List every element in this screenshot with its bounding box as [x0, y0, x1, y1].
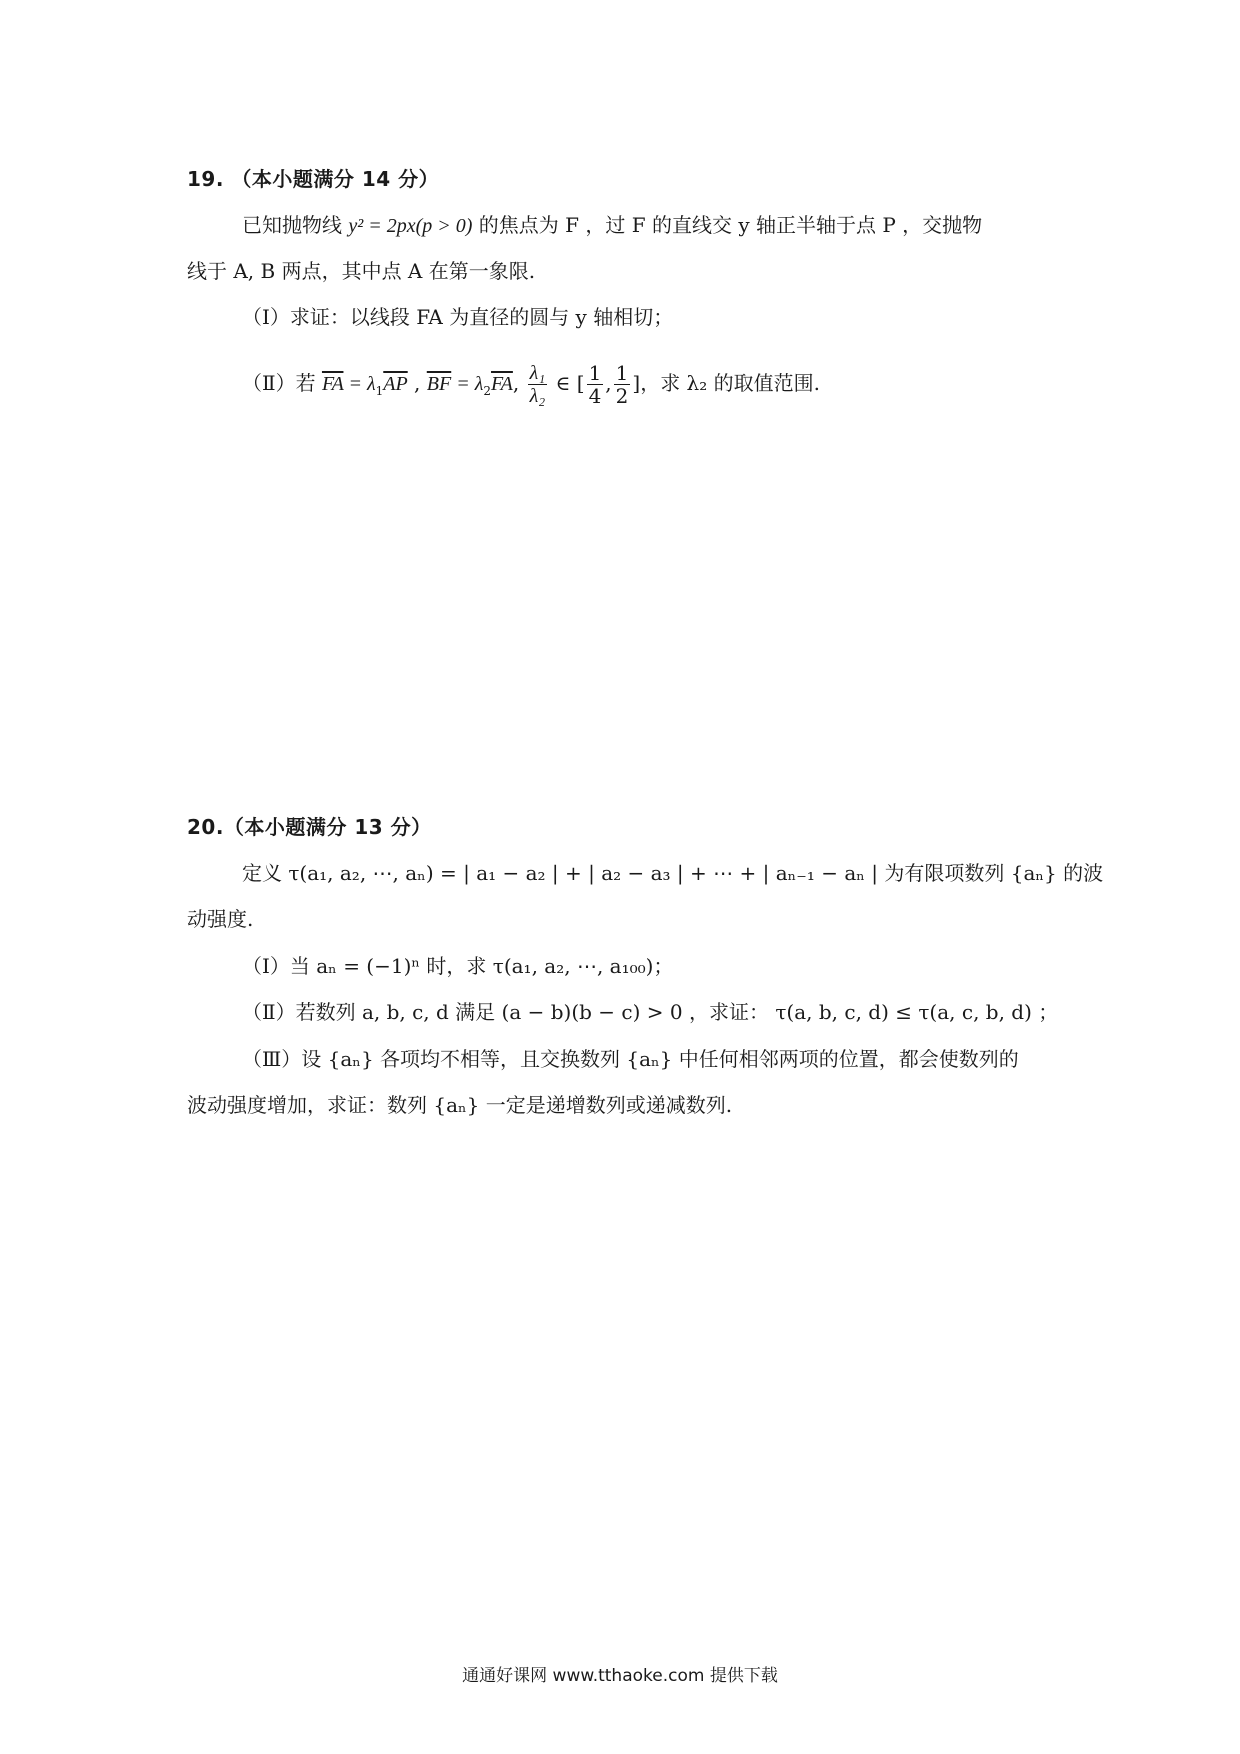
q19-part2-prefix: （Ⅱ）若 [242, 371, 322, 395]
page-footer: 通通好课网 www.tthaoke.com 提供下载 [462, 1666, 778, 1686]
fraction-numerator: 1 [588, 361, 602, 385]
question-19-part-1: （Ⅰ）求证：以线段 FA 为直径的圆与 y 轴相切； [242, 305, 674, 329]
question-20-part-3-line-1: （Ⅲ）设 {aₙ} 各项均不相等，且交换数列 {aₙ} 中任何相邻两项的位置，都会使数列的 [242, 1047, 1019, 1071]
q19-in-interval: ∈ [ [549, 371, 585, 395]
vector-ap: $\overline{AP}$ [383, 373, 408, 395]
vector-fa-2: $\overline{FA}$ [491, 373, 513, 395]
lambda-ratio-fraction [528, 362, 548, 407]
q19-eq-lambda1: = λ [343, 373, 376, 395]
question-19-part-2: （Ⅱ）若 $\overline{FA} = \lambda_1\overline{AP}$ , $\overline{BF} = \lambda_2\overline{FA}$, $\frac{\text{λ₁}}{\text{λ₂}}$ ∈ [ $\frac{1}{4}$ , $\frac{1}{2}$ ]，求 λ₂ 的取值范围. [242, 361, 820, 408]
vector-fa: $\overline{FA}$ [321, 373, 344, 395]
q19-lambda2-subscript: 2 [483, 384, 492, 398]
fraction-denominator: 2 [615, 384, 629, 408]
fraction-one-half [614, 362, 631, 407]
q19-stem-text-a: 已知抛物线 [242, 213, 349, 237]
vector-bf: $\overline{BF}$ [426, 373, 452, 395]
question-20-part-2: （Ⅱ）若数列 a, b, c, d 满足 (a − b)(b − c) > 0 ，求证： τ(a, b, c, d) ≤ τ(a, c, b, d) ； [242, 1000, 1059, 1024]
question-20-part-3-line-2: 波动强度增加，求证：数列 {aₙ} 一定是递增数列或递减数列. [187, 1093, 733, 1117]
fraction-numerator: 1 [615, 361, 629, 385]
question-20-title: 20.（本小题满分 13 分） [187, 815, 432, 839]
q19-stem-text-b: 的焦点为 F ，过 F 的直线交 y 轴正半轴于点 P ，交抛物 [472, 213, 983, 237]
fraction-denominator: 4 [588, 384, 602, 408]
q19-parabola-equation: y² = 2px(p > 0) [348, 215, 473, 237]
question-19-stem-line-1 [242, 212, 982, 239]
question-20-stem-line-1: 定义 τ(a₁, a₂, ⋯, aₙ) = | a₁ − a₂ | + | a₂ − a₃ | + ⋯ + | aₙ₋₁ − aₙ | 为有限项数列 {aₙ} 的波 [242, 861, 1104, 885]
fraction-denominator: λ₂ [529, 385, 546, 407]
fraction-one-quarter [587, 362, 604, 407]
fraction-numerator: λ₁ [529, 362, 546, 384]
q19-eq-lambda2: = λ [451, 373, 484, 395]
question-19-stem-line-2: 线于 A, B 两点，其中点 A 在第一象限. [187, 259, 536, 283]
question-20-stem-line-2: 动强度. [187, 907, 254, 931]
q19-lambda1-subscript: 1 [375, 384, 384, 398]
question-20-part-1: （Ⅰ）当 aₙ = (−1)ⁿ 时，求 τ(a₁, a₂, ⋯, a₁₀₀)； [242, 954, 674, 978]
question-19-title: 19. （本小题满分 14 分） [187, 167, 440, 191]
q19-part2-suffix: ]，求 λ₂ 的取值范围. [632, 371, 820, 395]
q19-comma: , [407, 371, 427, 395]
